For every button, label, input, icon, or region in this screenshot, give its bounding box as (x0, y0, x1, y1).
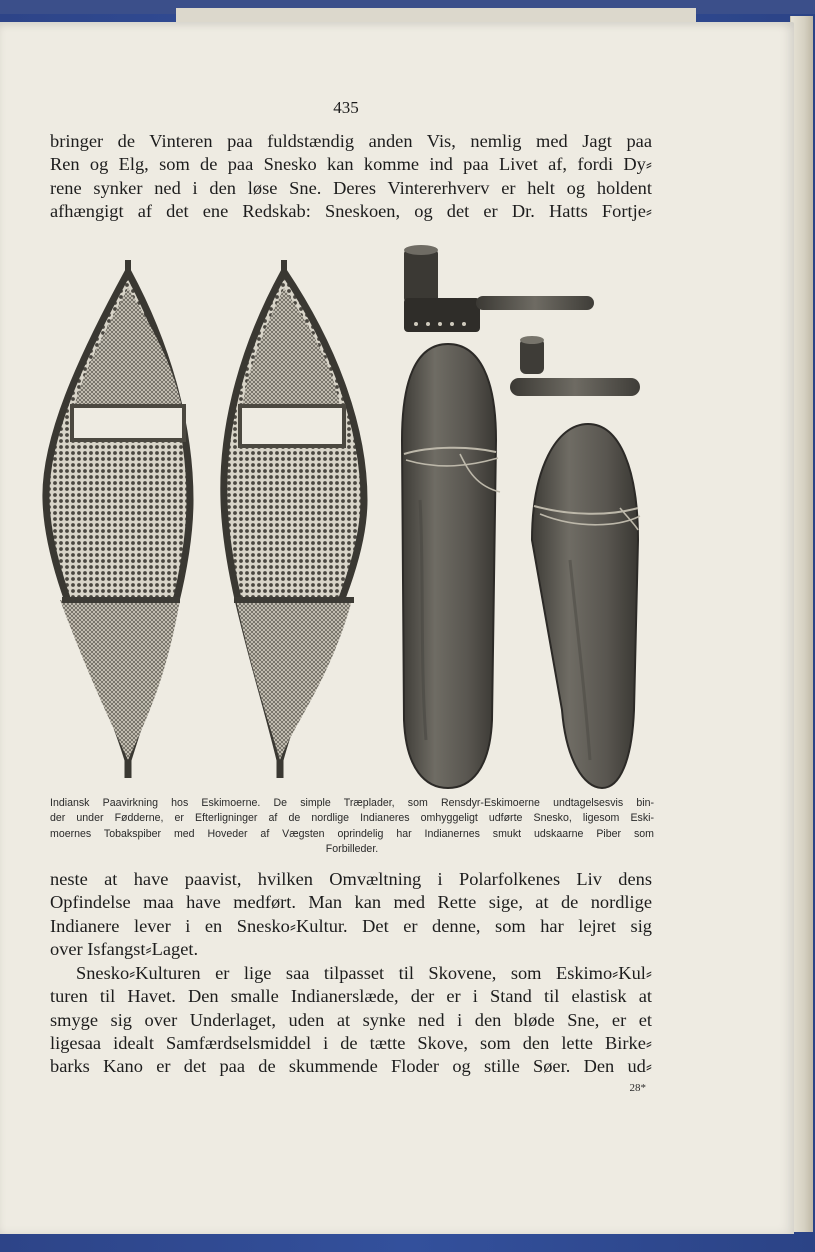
board-snowshoe-short (532, 424, 640, 788)
text-line: turen til Havet. Den smalle Indianerslæde, der er i Stand til elastisk at (50, 986, 652, 1007)
snowshoe-left (46, 260, 190, 778)
illustration-drawing (40, 240, 660, 796)
text-line: rene synker ned i den løse Sne. Deres Vintererhverv er helt og holdent (50, 177, 652, 198)
printer-signature: 28* (629, 1082, 646, 1094)
caption-line: Forbilleder. (325, 843, 379, 856)
paragraph-bottom-2 (50, 962, 652, 1078)
previous-page-edge (176, 8, 696, 23)
page-number: 435 (333, 98, 359, 117)
text-line: neste at have paavist, hvilken Omvæltning i Polarfolkenes Liv dens (50, 869, 652, 889)
text-line: over Isfangst⸗Laget. (50, 938, 199, 959)
text-line: smyge sig over Underlaget, uden at synke ned i den bløde Sne, er et (50, 1009, 652, 1030)
text-line: Indianere lever i en Snesko⸗Kultur. Det er denne, som har lejret sig (50, 915, 652, 936)
text-line: bringer de Vinteren paa fuldstændig anden Vis, nemlig med Jagt paa (50, 131, 652, 151)
text-line: barks Kano er det paa de skummende Floder og stille Søer. Den ud⸗ (50, 1056, 652, 1077)
paragraph-top (50, 130, 652, 223)
text-line: Ren og Elg, som de paa Snesko kan komme ind paa Livet af, fordi Dy⸗ (50, 154, 652, 175)
figure-caption (50, 796, 654, 858)
text-line: ligesaa idealt Samfærdselsmiddel i de tætte Skove, som den lette Birke⸗ (50, 1032, 652, 1053)
text-line: Snesko⸗Kulturen er lige saa tilpasset til Skovene, som Eskimo⸗Kul⸗ (76, 963, 652, 983)
caption-line: der under Fødderne, er Efterligninger af de nordlige Indianeres omhyggeligt udførte Snesko, ligesom Eski- (50, 812, 654, 825)
pipe-large (404, 245, 594, 332)
paragraph-bottom-1 (50, 868, 652, 961)
caption-line: Indiansk Paavirkning hos Eskimoerne. De simple Træplader, som Rensdyr-Eskimoerne undtagelsesvis bin- (50, 797, 654, 809)
text-line: afhængigt af det ene Redskab: Sneskoen, og det er Dr. Hatts Fortje⸗ (50, 200, 652, 221)
text-line: Opfindelse maa have medført. Man kan med Rette sige, at de nordlige (50, 892, 652, 913)
board-snowshoe-long (402, 344, 500, 788)
pipe-small (510, 336, 640, 396)
snowshoe-right (224, 260, 364, 778)
illustration (40, 240, 660, 796)
caption-line: moernes Tobakspiber med Hoveder af Vægsten oprindelig har Indianernes smukt udskaarne Piber som (50, 827, 654, 840)
